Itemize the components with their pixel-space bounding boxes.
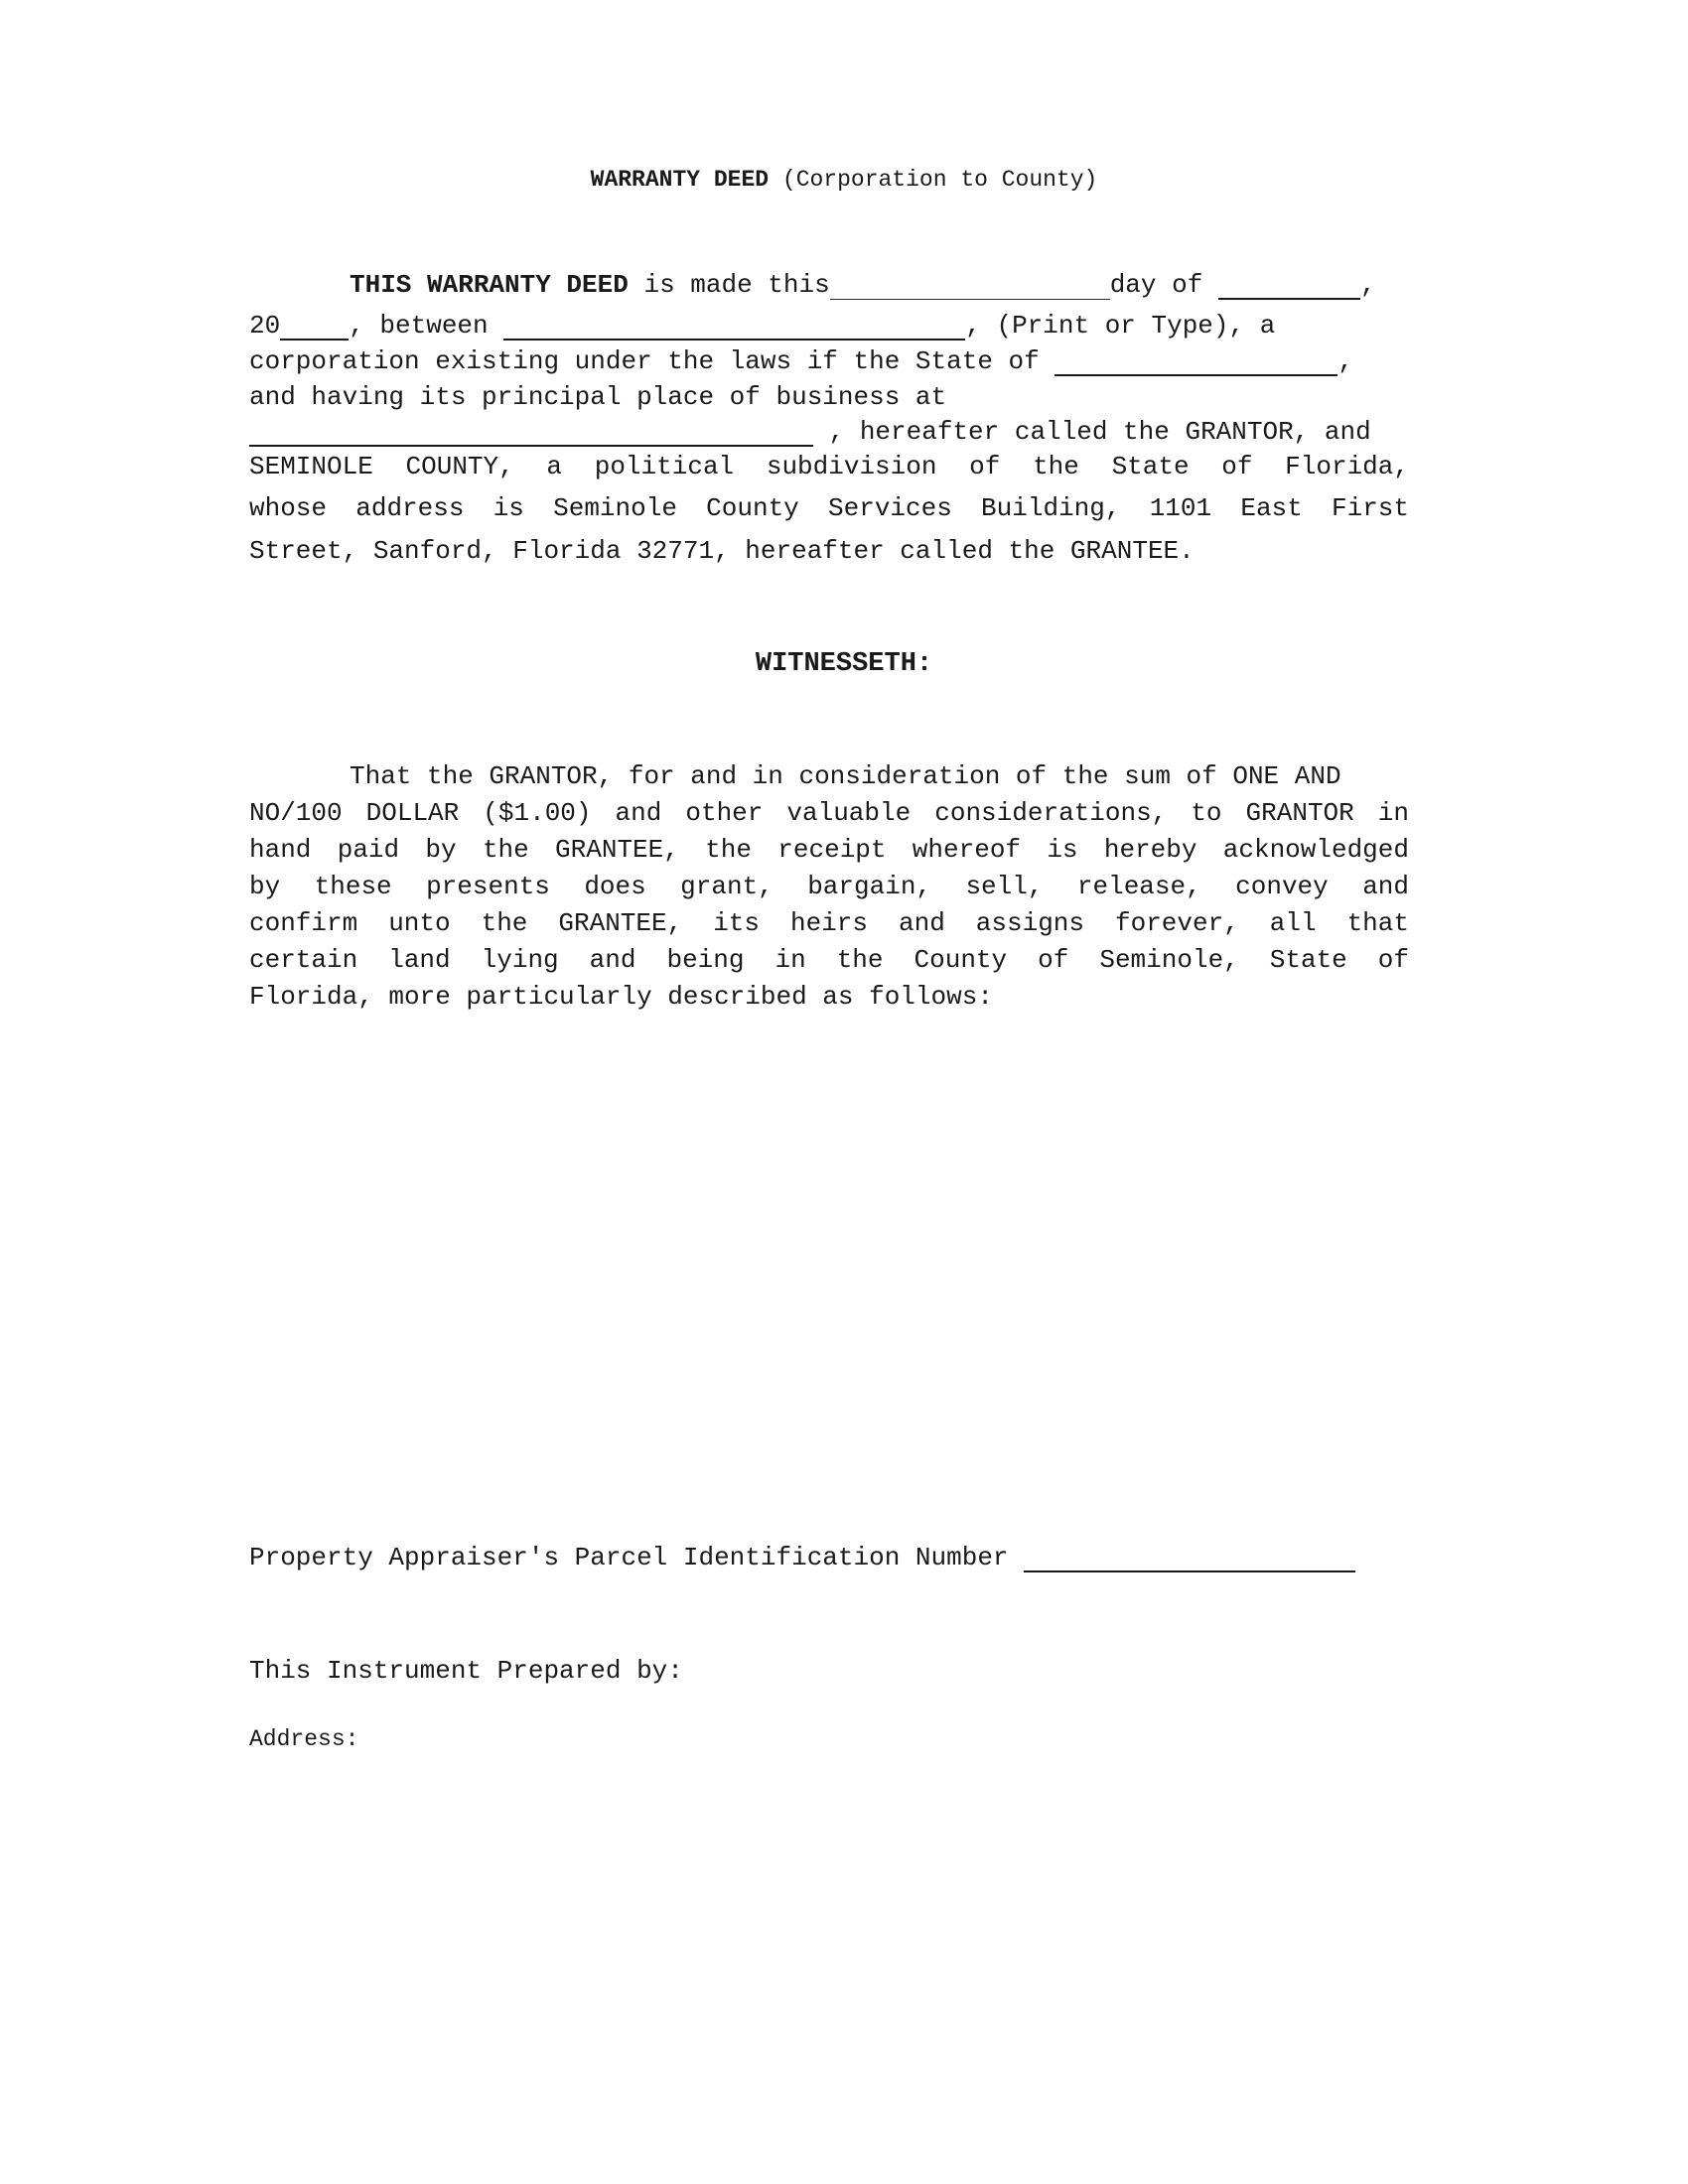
document-title	[0, 167, 1688, 193]
intro-lead-bold: THIS WARRANTY DEED	[350, 270, 629, 300]
intro-print-or-type: , (Print or Type), a	[965, 311, 1276, 341]
business-address-blank[interactable]	[249, 419, 813, 447]
intro-line-5	[249, 417, 1371, 447]
consideration-line-1: That the GRANTOR, for and in consideration of the sum of ONE AND	[350, 761, 1341, 791]
intro-comma: ,	[1359, 270, 1376, 300]
intro-principal-place: and having its principal place of business at	[249, 382, 947, 412]
intro-line-1	[249, 270, 1376, 300]
intro-day-of: day of	[1109, 270, 1203, 300]
intro-line-3	[249, 346, 1353, 376]
year-blank[interactable]	[280, 313, 349, 341]
consideration-line-6: certain land lying and being in the County of Seminole, State of	[249, 945, 1409, 975]
title-bold: WARRANTY DEED	[590, 167, 770, 193]
address-label: Address:	[249, 1726, 359, 1752]
year-prefix: 20	[249, 311, 281, 341]
parcel-id-label: Property Appraiser's Parcel Identification Number	[249, 1543, 1009, 1572]
consideration-line-2: NO/100 DOLLAR ($1.00) and other valuable considerations, to GRANTOR in	[249, 798, 1409, 828]
intro-line-2	[249, 311, 1275, 341]
date-month-blank[interactable]	[1218, 272, 1360, 300]
title-subtitle: (Corporation to County)	[781, 167, 1098, 193]
intro-line-8: Street, Sanford, Florida 32771, hereafter called the GRANTEE.	[249, 536, 1195, 566]
intro-corp-existing: corporation existing under the laws if the State of	[249, 346, 1040, 376]
intro-comma-2: ,	[1337, 346, 1353, 376]
intro-between: , between	[349, 311, 489, 341]
intro-line-6: SEMINOLE COUNTY, a political subdivision of the State of Florida,	[249, 452, 1409, 481]
intro-line-4	[249, 382, 946, 412]
date-day-blank[interactable]	[830, 273, 1110, 300]
prepared-by-label: This Instrument Prepared by:	[249, 1656, 683, 1686]
grantor-name-blank[interactable]	[503, 313, 965, 341]
intro-line-7: whose address is Seminole County Services Building, 1101 East First	[249, 493, 1409, 523]
consideration-line-4: by these presents does grant, bargain, sell, release, convey and	[249, 872, 1409, 901]
consideration-line-7: Florida, more particularly described as follows:	[249, 982, 993, 1012]
consideration-line-5: confirm unto the GRANTEE, its heirs and assigns forever, all that	[249, 908, 1409, 938]
state-of-incorporation-blank[interactable]	[1055, 348, 1337, 376]
intro-grantor-called: , hereafter called the GRANTOR, and	[828, 417, 1371, 447]
parcel-id-blank[interactable]	[1024, 1545, 1355, 1572]
consideration-line-3: hand paid by the GRANTEE, the receipt whereof is hereby acknowledged	[249, 835, 1409, 865]
intro-made-this: is made this	[643, 270, 830, 300]
parcel-id-line	[249, 1543, 1355, 1572]
witnesseth-heading: WITNESSETH:	[755, 649, 933, 679]
